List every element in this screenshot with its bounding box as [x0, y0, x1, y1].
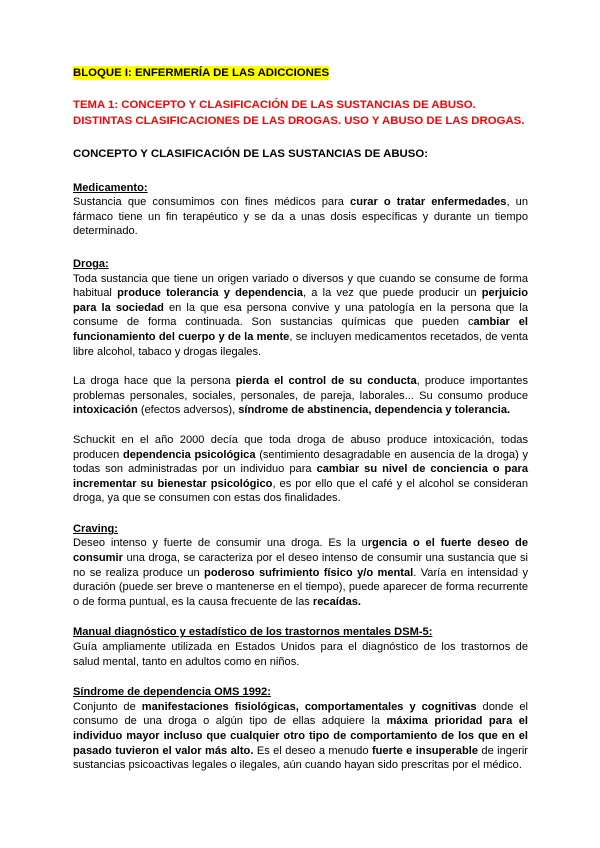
craving-text: Deseo intenso y fuerte de consumir una droga. Es la urgencia o el fuerte deseo de consumir una droga, se caracteriza por el deseo intenso de consumir una sustancia que si no se realiza produce un poderoso sufrimiento físico y/o mental. Varía en intensidad y duración (puede ser breve o mantenerse en el tiempo), puede aparecer de forma recurrente o de forma puntual, es la causa frecuente de las recaídas.: [73, 537, 529, 608]
droga-paragraph-2: La droga hace que la persona pierda el control de su conducta, produce importantes problemas personales, sociales, personales, de pareja, laborales... Su consumo produce intoxicación (efectos adversos), síndrome de abstinencia, dependencia y tolerancia.: [73, 375, 528, 417]
droga-paragraph-1: Toda sustancia que tiene un origen variado o diversos y que cuando se consume de forma habitual produce tolerancia y dependencia, a la vez que puede producir un perjuicio para la sociedad en la que esa persona convive y una patología en la persona que la consume de forma continuada. Son sustancias químicas que pueden cambiar el funcionamiento del cuerpo y de la mente, se incluyen medicamentos recetados, de venta libre alcohol, tabaco y drogas ilegales.: [73, 272, 528, 358]
manual-heading: Manual diagnóstico y estadístico de los trastornos mentales DSM-5:: [73, 626, 433, 639]
document-page: [73, 66, 528, 773]
sindrome-text: Conjunto de manifestaciones fisiológicas, comportamentales y cognitivas donde el consumo de una droga o algún tipo de ellas adquiere la máxima prioridad para el individuo mayor incluso que cualquier otro tipo de comportamiento de los que en el pasado tuvieron el valor más alto. Es el deseo a menudo fuerte e insuperable de ingerir sustancias psicoactivas legales o ilegales, aún cuando hayan sido prescritas por el médico.: [73, 700, 529, 772]
section-droga: [73, 257, 528, 506]
concepto-heading: CONCEPTO Y CLASIFICACIÓN DE LAS SUSTANCIAS DE ABUSO:: [73, 147, 429, 160]
droga-paragraph-3: Schuckit en el año 2000 decía que toda droga de abuso produce intoxicación, todas producen dependencia psicológica (sentimiento desagradable en ausencia de la droga) y todas son administradas por un individuo para cambiar su nivel de conciencia o para incrementar su bienestar psicológico, es por ello que el café y el alcohol se consideran droga, ya que se consumen con estas dos finalidades.: [73, 433, 529, 505]
section-manual: [73, 625, 528, 669]
section-craving: [73, 522, 528, 610]
block-title: BLOQUE I: ENFERMERÍA DE LAS ADICCIONES: [73, 67, 330, 79]
droga-heading: Droga:: [73, 257, 109, 270]
manual-text: Guía ampliamente utilizada en Estados Unidos para el diagnóstico de los trastornos de salud mental, tanto en adultos como en niños.: [73, 641, 528, 668]
block-title-line: [73, 66, 528, 81]
section-medicamento: [73, 181, 528, 239]
medicamento-text: Sustancia que consumimos con fines médicos para curar o tratar enfermedades, un fármaco tiene un fin terapéutico y se da a unas dosis específicas y durante un tiempo determinado.: [73, 196, 528, 238]
section-sindrome: [73, 685, 528, 773]
medicamento-heading: Medicamento:: [73, 181, 148, 194]
craving-heading: Craving:: [73, 522, 118, 535]
tema-title: TEMA 1: CONCEPTO Y CLASIFICACIÓN DE LAS SUSTANCIAS DE ABUSO. DISTINTAS CLASIFICACIONES DE LAS DROGAS. USO Y ABUSO DE LAS DROGAS.: [73, 98, 525, 127]
sindrome-heading: Síndrome de dependencia OMS 1992:: [73, 686, 271, 699]
